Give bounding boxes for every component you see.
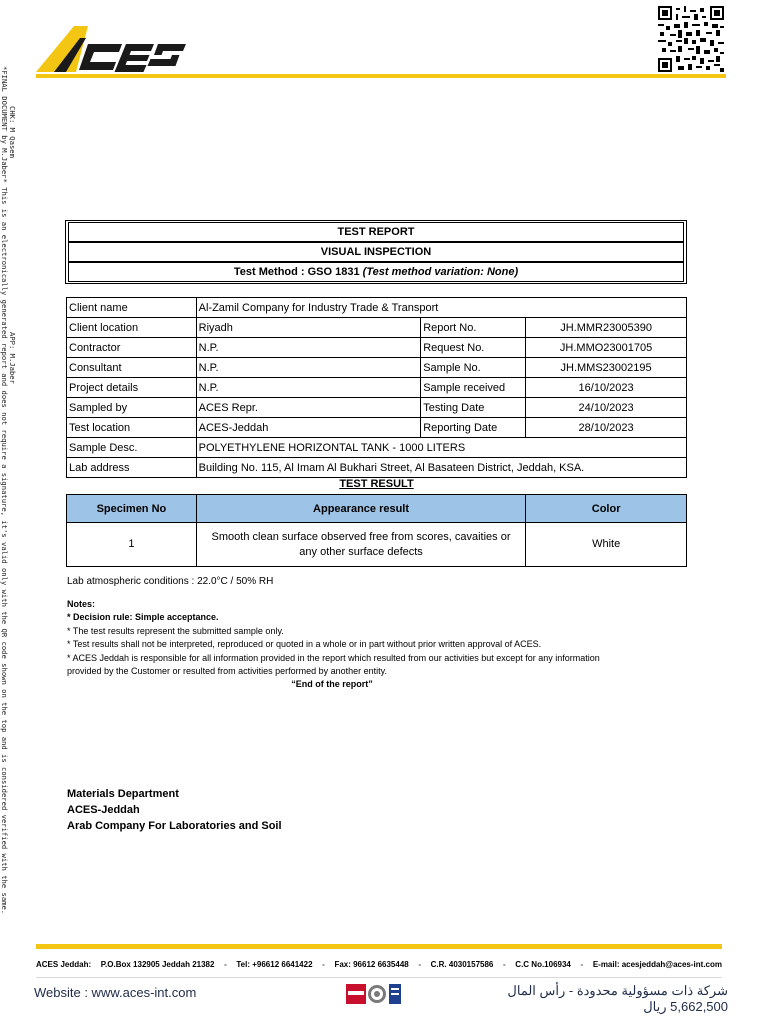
- request-no-label: Request No.: [421, 338, 526, 358]
- footer-cc: C.C No.106934: [515, 960, 571, 969]
- footer-separator: -: [322, 960, 325, 969]
- testing-date-label: Testing Date: [421, 398, 526, 418]
- note-item: * Test results shall not be interpreted, reproduced or quoted in a whole or in part without prior written approval of ACES.: [67, 639, 542, 650]
- appearance-line-1: Smooth clean surface observed free from scores, cavaities or: [211, 530, 511, 543]
- color-header: Color: [526, 495, 687, 523]
- footer-rule: [36, 944, 722, 949]
- table-row: [67, 378, 687, 398]
- table-row: [67, 438, 687, 458]
- reporting-date-value: 28/10/2023: [526, 418, 687, 438]
- report-subtitle: VISUAL INSPECTION: [68, 242, 684, 262]
- table-row: [67, 318, 687, 338]
- electronic-notice-text: *FINAL DOCUMENT by M.Jaber* This is an electronically generated report and does not require a signature, it's valid only with the QR code shown on the top and is considered verified with the same.: [0, 66, 9, 915]
- sample-no-value: JH.MMS23002195: [526, 358, 687, 378]
- project-details-label: Project details: [67, 378, 197, 398]
- report-no-label: Report No.: [421, 318, 526, 338]
- qr-code: [658, 6, 724, 72]
- table-header-row: [67, 495, 687, 523]
- note-decision-rule: * Decision rule: Simple acceptance.: [67, 612, 219, 623]
- footer-office: ACES Jeddah:: [36, 960, 92, 969]
- client-name-value: Al-Zamil Company for Industry Trade & Transport: [196, 298, 686, 318]
- contractor-label: Contractor: [67, 338, 197, 358]
- test-method-label: Test Method : GSO 1831: [233, 266, 360, 278]
- footer-separator: -: [224, 960, 227, 969]
- table-row: [67, 398, 687, 418]
- footer-divider: [36, 977, 722, 978]
- table-row: [67, 458, 687, 478]
- note-item: * ACES Jeddah is responsible for all information provided in the report which resulted from our activities but except for any information: [67, 652, 600, 663]
- sampled-by-value: ACES Repr.: [196, 398, 421, 418]
- client-location-value: Riyadh: [196, 318, 421, 338]
- lab-atmospheric-conditions: Lab atmospheric conditions : 22.0°C / 50% RH: [67, 576, 274, 587]
- consultant-value: N.P.: [196, 358, 421, 378]
- test-location-label: Test location: [67, 418, 197, 438]
- test-location-value: ACES-Jeddah: [196, 418, 421, 438]
- test-method-variation: (Test method variation: None): [362, 266, 519, 278]
- header-rule: [36, 74, 726, 78]
- report-info-table: [66, 297, 687, 478]
- footer-cr: C.R. 4030157586: [430, 960, 494, 969]
- consultant-label: Consultant: [67, 358, 197, 378]
- report-no-value: JH.MMR23005390: [526, 318, 687, 338]
- report-title-box: [65, 220, 687, 284]
- test-result-heading: [66, 478, 687, 490]
- table-row: [67, 523, 687, 567]
- specimen-no-cell: 1: [67, 523, 197, 567]
- reporting-date-label: Reporting Date: [421, 418, 526, 438]
- checked-by-text: CHK: M Qasem: [8, 106, 17, 158]
- specimen-no-header: Specimen No: [67, 495, 197, 523]
- footer-email[interactable]: E-mail: acesjeddah@aces-int.com: [592, 960, 722, 969]
- contractor-value: N.P.: [196, 338, 421, 358]
- end-of-report: “End of the report”: [291, 679, 373, 690]
- color-cell: White: [526, 523, 687, 567]
- signature-block: [67, 786, 282, 834]
- table-row: [67, 418, 687, 438]
- note-item: provided by the Customer or resulted from activities performed by another entity.: [67, 666, 387, 677]
- notes-section: [67, 598, 687, 692]
- footer-pobox: P.O.Box 132905 Jeddah 21382: [100, 960, 215, 969]
- footer-separator: -: [503, 960, 506, 969]
- table-row: [67, 358, 687, 378]
- request-no-value: JH.MMO23001705: [526, 338, 687, 358]
- testing-date-value: 24/10/2023: [526, 398, 687, 418]
- sample-received-label: Sample received: [421, 378, 526, 398]
- footer-separator: -: [580, 960, 584, 969]
- table-row: [67, 298, 687, 318]
- notes-heading: Notes:: [67, 599, 96, 609]
- note-item: * The test results represent the submitted sample only.: [67, 625, 284, 636]
- appearance-line-2: any other surface defects: [299, 545, 423, 558]
- sample-received-value: 16/10/2023: [526, 378, 687, 398]
- certification-logos-icon: [346, 983, 402, 1005]
- project-details-value: N.P.: [196, 378, 421, 398]
- sampled-by-label: Sampled by: [67, 398, 197, 418]
- appearance-header: Appearance result: [196, 495, 525, 523]
- footer-tel: Tel: +96612 6641422: [236, 960, 313, 969]
- sample-desc-label: Sample Desc.: [67, 438, 197, 458]
- lab-address-value: Building No. 115, Al Imam Al Bukhari Street, Al Basateen District, Jeddah, KSA.: [196, 458, 686, 478]
- client-location-label: Client location: [67, 318, 197, 338]
- approved-by-text: APP: M.Jaber: [8, 332, 17, 384]
- test-result-table: [66, 494, 687, 567]
- report-title: TEST REPORT: [68, 222, 684, 242]
- department-name: Materials Department: [67, 788, 179, 800]
- footer-arabic-company-text: شركة ذات مسؤولية محدودة - رأس المال 5,662,500 ريال: [507, 983, 728, 1014]
- test-result-heading-text: TEST RESULT: [339, 478, 414, 490]
- sample-no-label: Sample No.: [421, 358, 526, 378]
- lab-address-label: Lab address: [67, 458, 197, 478]
- footer-website[interactable]: Website : www.aces-int.com: [34, 985, 197, 1000]
- table-row: [67, 338, 687, 358]
- appearance-cell: [196, 523, 525, 567]
- test-method: [68, 262, 684, 282]
- client-name-label: Client name: [67, 298, 197, 318]
- footer-fax: Fax: 96612 6635448: [334, 960, 409, 969]
- footer-separator: -: [418, 960, 422, 969]
- footer-contact-line: [36, 960, 722, 974]
- office-name: ACES-Jeddah: [67, 804, 140, 816]
- company-name: Arab Company For Laboratories and Soil: [67, 820, 282, 832]
- aces-logo: [36, 22, 186, 74]
- sample-desc-value: POLYETHYLENE HORIZONTAL TANK - 1000 LITERS: [196, 438, 686, 458]
